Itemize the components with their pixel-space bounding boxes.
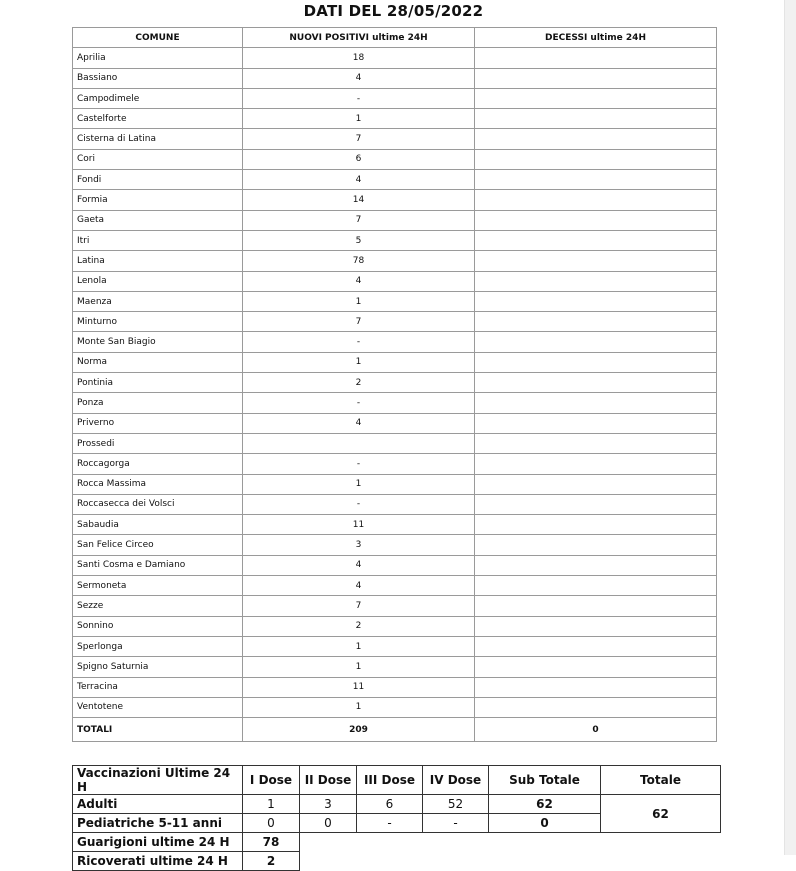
vax-adulti-subtotale: 62: [489, 795, 601, 814]
decessi-cell: [475, 433, 717, 453]
vax-pediatriche-dose3: -: [357, 814, 423, 833]
ricoverati-value: 2: [243, 852, 300, 871]
vax-pediatriche-dose4: -: [423, 814, 489, 833]
decessi-cell: [475, 576, 717, 596]
comune-cell: Campodimele: [73, 88, 243, 108]
decessi-cell: [475, 129, 717, 149]
comune-cell: Maenza: [73, 291, 243, 311]
guarigioni-label: Guarigioni ultime 24 H: [73, 833, 243, 852]
positivi-cell: 7: [243, 312, 475, 332]
table-row: [73, 555, 717, 575]
positivi-table: [72, 27, 717, 742]
comune-cell: San Felice Circeo: [73, 535, 243, 555]
table-row: [73, 68, 717, 88]
decessi-cell: [475, 88, 717, 108]
comune-cell: Sabaudia: [73, 515, 243, 535]
comune-cell: Sperlonga: [73, 636, 243, 656]
positivi-cell: 1: [243, 352, 475, 372]
decessi-cell: [475, 677, 717, 697]
decessi-cell: [475, 210, 717, 230]
table-row: [73, 332, 717, 352]
vax-adulti-dose1: 1: [243, 795, 300, 814]
positivi-cell: 3: [243, 535, 475, 555]
table-row: [73, 48, 717, 68]
comune-cell: Rocca Massima: [73, 474, 243, 494]
decessi-cell: [475, 230, 717, 250]
comune-cell: Minturno: [73, 312, 243, 332]
positivi-cell: 5: [243, 230, 475, 250]
comune-cell: Sezze: [73, 596, 243, 616]
table-row: [73, 636, 717, 656]
table-row: [73, 129, 717, 149]
comune-cell: Latina: [73, 251, 243, 271]
positivi-cell: 1: [243, 657, 475, 677]
table-row: [73, 373, 717, 393]
comune-cell: Terracina: [73, 677, 243, 697]
decessi-cell: [475, 373, 717, 393]
vax-header-label: Vaccinazioni Ultime 24 H: [73, 766, 243, 795]
vax-header-subtotale: Sub Totale: [489, 766, 601, 795]
positivi-cell: 1: [243, 636, 475, 656]
positivi-cell: -: [243, 393, 475, 413]
decessi-cell: [475, 636, 717, 656]
header-comune: COMUNE: [73, 28, 243, 48]
positivi-cell: 2: [243, 616, 475, 636]
positivi-cell: -: [243, 494, 475, 514]
table-row: [73, 393, 717, 413]
comune-cell: Castelforte: [73, 109, 243, 129]
decessi-cell: [475, 352, 717, 372]
decessi-cell: [475, 616, 717, 636]
comune-cell: Itri: [73, 230, 243, 250]
comune-cell: Santi Cosma e Damiano: [73, 555, 243, 575]
table-row: [73, 433, 717, 453]
totals-decessi: 0: [475, 718, 717, 742]
comune-cell: Cori: [73, 149, 243, 169]
table-row: [73, 190, 717, 210]
vaccinazioni-table: [72, 765, 721, 871]
comune-cell: Spigno Saturnia: [73, 657, 243, 677]
decessi-cell: [475, 515, 717, 535]
positivi-cell: 4: [243, 576, 475, 596]
page-title: DATI DEL 28/05/2022: [303, 2, 484, 20]
vax-adulti-label: Adulti: [73, 795, 243, 814]
decessi-cell: [475, 109, 717, 129]
table-row: [73, 616, 717, 636]
vax-pediatriche-dose2: 0: [300, 814, 357, 833]
positivi-cell: 14: [243, 190, 475, 210]
decessi-cell: [475, 413, 717, 433]
table-row: [73, 271, 717, 291]
ricoverati-row: [73, 852, 721, 871]
positivi-cell: 78: [243, 251, 475, 271]
table-header-row: [73, 28, 717, 48]
decessi-cell: [475, 393, 717, 413]
table-row: [73, 657, 717, 677]
comune-cell: Prossedi: [73, 433, 243, 453]
positivi-cell: 4: [243, 555, 475, 575]
comune-cell: Gaeta: [73, 210, 243, 230]
totals-positivi: 209: [243, 718, 475, 742]
comune-cell: Monte San Biagio: [73, 332, 243, 352]
positivi-cell: 4: [243, 68, 475, 88]
decessi-cell: [475, 474, 717, 494]
table-row: [73, 576, 717, 596]
vax-adulti-dose4: 52: [423, 795, 489, 814]
decessi-cell: [475, 251, 717, 271]
comune-cell: Cisterna di Latina: [73, 129, 243, 149]
table-row: [73, 352, 717, 372]
decessi-cell: [475, 312, 717, 332]
table-row: [73, 230, 717, 250]
table-row: [73, 454, 717, 474]
vax-totale: 62: [601, 795, 721, 833]
vax-header-row: [73, 766, 721, 795]
decessi-cell: [475, 48, 717, 68]
positivi-cell: -: [243, 332, 475, 352]
positivi-cell: 1: [243, 291, 475, 311]
comune-cell: Aprilia: [73, 48, 243, 68]
decessi-cell: [475, 454, 717, 474]
comune-cell: Pontinia: [73, 373, 243, 393]
comune-cell: Bassiano: [73, 68, 243, 88]
header-nuovi-positivi: NUOVI POSITIVI ultime 24H: [243, 28, 475, 48]
decessi-cell: [475, 190, 717, 210]
totals-row: [73, 718, 717, 742]
decessi-cell: [475, 657, 717, 677]
decessi-cell: [475, 332, 717, 352]
table-row: [73, 677, 717, 697]
positivi-cell: 11: [243, 515, 475, 535]
vax-header-dose1: I Dose: [243, 766, 300, 795]
table-row: [73, 251, 717, 271]
decessi-cell: [475, 535, 717, 555]
positivi-cell: 4: [243, 271, 475, 291]
table-row: [73, 149, 717, 169]
comune-cell: Priverno: [73, 413, 243, 433]
decessi-cell: [475, 170, 717, 190]
comune-cell: Fondi: [73, 170, 243, 190]
ricoverati-label: Ricoverati ultime 24 H: [73, 852, 243, 871]
comune-cell: Formia: [73, 190, 243, 210]
positivi-cell: 1: [243, 697, 475, 717]
table-row: [73, 170, 717, 190]
table-row: [73, 515, 717, 535]
comune-cell: Norma: [73, 352, 243, 372]
positivi-cell: 7: [243, 129, 475, 149]
table-row: [73, 109, 717, 129]
header-decessi: DECESSI ultime 24H: [475, 28, 717, 48]
positivi-cell: 11: [243, 677, 475, 697]
table-row: [73, 291, 717, 311]
positivi-cell: 18: [243, 48, 475, 68]
decessi-cell: [475, 494, 717, 514]
vax-header-dose4: IV Dose: [423, 766, 489, 795]
positivi-cell: 1: [243, 474, 475, 494]
vax-pediatriche-dose1: 0: [243, 814, 300, 833]
guarigioni-row: [73, 833, 721, 852]
positivi-cell: 4: [243, 413, 475, 433]
comune-cell: Roccasecca dei Volsci: [73, 494, 243, 514]
comune-cell: Roccagorga: [73, 454, 243, 474]
table-row: [73, 413, 717, 433]
decessi-cell: [475, 68, 717, 88]
vax-adulti-dose3: 6: [357, 795, 423, 814]
vax-pediatriche-subtotale: 0: [489, 814, 601, 833]
positivi-cell: 2: [243, 373, 475, 393]
table-row: [73, 210, 717, 230]
vax-header-dose2: II Dose: [300, 766, 357, 795]
table-row: [73, 494, 717, 514]
decessi-cell: [475, 291, 717, 311]
positivi-cell: 4: [243, 170, 475, 190]
positivi-cell: -: [243, 88, 475, 108]
vax-header-totale: Totale: [601, 766, 721, 795]
comune-cell: Lenola: [73, 271, 243, 291]
comune-cell: Sermoneta: [73, 576, 243, 596]
decessi-cell: [475, 271, 717, 291]
vax-pediatriche-label: Pediatriche 5-11 anni: [73, 814, 243, 833]
positivi-cell: 7: [243, 210, 475, 230]
positivi-cell: -: [243, 454, 475, 474]
guarigioni-value: 78: [243, 833, 300, 852]
totals-label: TOTALI: [73, 718, 243, 742]
table-row: [73, 88, 717, 108]
comune-cell: Sonnino: [73, 616, 243, 636]
positivi-cell: 7: [243, 596, 475, 616]
decessi-cell: [475, 555, 717, 575]
vax-header-dose3: III Dose: [357, 766, 423, 795]
vertical-scrollbar[interactable]: [784, 0, 796, 855]
comune-cell: Ventotene: [73, 697, 243, 717]
positivi-cell: 6: [243, 149, 475, 169]
table-row: [73, 312, 717, 332]
table-row: [73, 535, 717, 555]
table-row: [73, 474, 717, 494]
table-row: [73, 697, 717, 717]
decessi-cell: [475, 596, 717, 616]
vax-adulti-dose2: 3: [300, 795, 357, 814]
vax-row-adulti: [73, 795, 721, 814]
comune-cell: Ponza: [73, 393, 243, 413]
table-row: [73, 596, 717, 616]
positivi-cell: [243, 433, 475, 453]
decessi-cell: [475, 697, 717, 717]
decessi-cell: [475, 149, 717, 169]
positivi-cell: 1: [243, 109, 475, 129]
